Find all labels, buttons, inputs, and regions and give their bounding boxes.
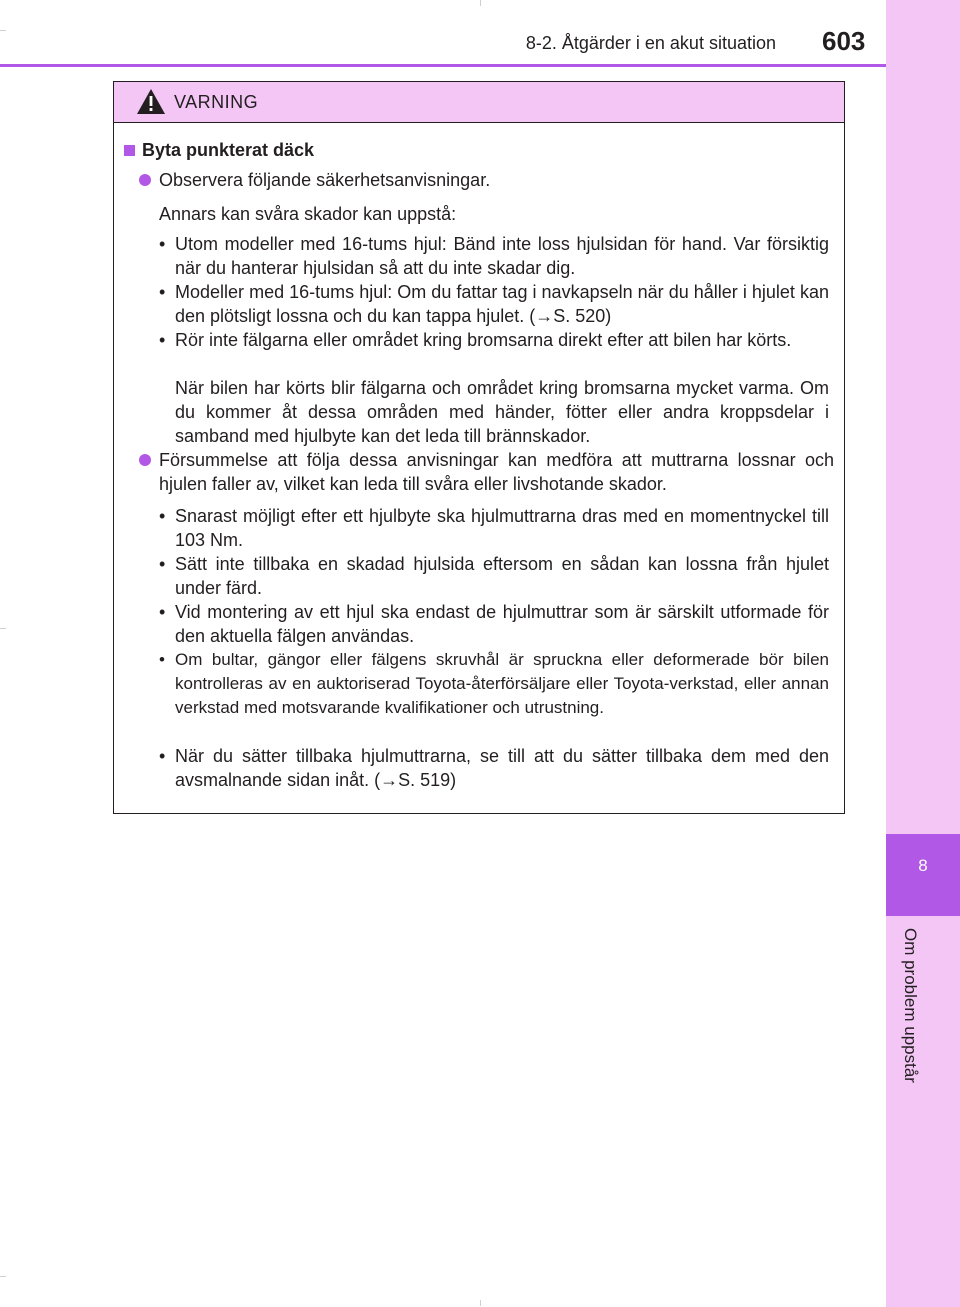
crop-mark xyxy=(0,30,6,31)
header-rule xyxy=(0,64,886,67)
square-bullet-icon xyxy=(124,145,135,156)
circle-bullet-icon xyxy=(139,454,151,466)
warning-box xyxy=(113,81,845,814)
warning-header xyxy=(114,82,844,123)
crop-mark xyxy=(0,1276,6,1277)
chapter-label: Om problem uppstår xyxy=(901,928,920,1083)
warning-triangle-icon xyxy=(136,88,166,115)
page-number: 603 xyxy=(822,26,866,56)
bullet-item: • Utom modeller med 16-tums hjul: Bänd inte loss hjulsidan för hand. Var försiktig när du hanterar hjulsidan så att du inte skadar dig. xyxy=(159,234,829,278)
warning-title: VARNING xyxy=(174,92,259,112)
bullet-item: • Om bultar, gängor eller fälgens skruvhål är spruckna eller deformerade bör bilen kontrolleras av en auktoriserad Toyota-återförsäljare eller Toyota-verkstad, eller annan verkstad med motsvarande kvalifikationer och utrustning. xyxy=(159,650,829,717)
bullet-item: • Vid montering av ett hjul ska endast de hjulmuttrar som är särskilt utformade för den aktuella fälgen användas. xyxy=(159,602,829,646)
bullet-item: • Rör inte fälgarna eller området kring bromsarna direkt efter att bilen har körts. xyxy=(159,330,792,350)
paragraph: Annars kan svåra skador kan uppstå: xyxy=(159,204,457,224)
crop-mark xyxy=(0,628,6,629)
crop-mark xyxy=(480,0,481,6)
section-title: 8-2. Åtgärder i en akut situation xyxy=(525,33,776,53)
bullet-item: • Snarast möjligt efter ett hjulbyte ska hjulmuttrarna dras med en momentnyckel till 103 Nm. xyxy=(159,506,829,550)
bullet-item: • När du sätter tillbaka hjulmuttrarna, se till att du sätter tillbaka dem med den avsmalnande sidan inåt. (→S. 519) xyxy=(159,746,829,790)
list-item: Observera följande säkerhetsanvisningar. xyxy=(139,168,834,192)
bullet-item: • Modeller med 16-tums hjul: Om du fattar tag i navkapseln när du håller i hjulet kan den plötsligt lossna och du kan tappa hjulet. (→S. 520) xyxy=(159,282,829,326)
paragraph: När bilen har körts blir fälgarna och området kring bromsarna mycket varma. Om du kommer åt dessa områden med händer, fötter eller andra kroppsdelar i samband med hjulbyte kan det leda till brännskador. xyxy=(175,378,829,446)
crop-mark xyxy=(480,1300,481,1306)
circle-bullet-icon xyxy=(139,174,151,186)
bullet-item: • Sätt inte tillbaka en skadad hjulsida eftersom en sådan kan lossna från hjulet under färd. xyxy=(159,554,829,598)
list-item: Försummelse att följa dessa anvisningar kan medföra att muttrarna lossnar och hjulen faller av, vilket kan leda till svåra eller livshotande skador. xyxy=(139,448,834,496)
section-heading: Byta punkterat däck xyxy=(124,140,314,161)
chapter-number: 8 xyxy=(918,856,928,875)
